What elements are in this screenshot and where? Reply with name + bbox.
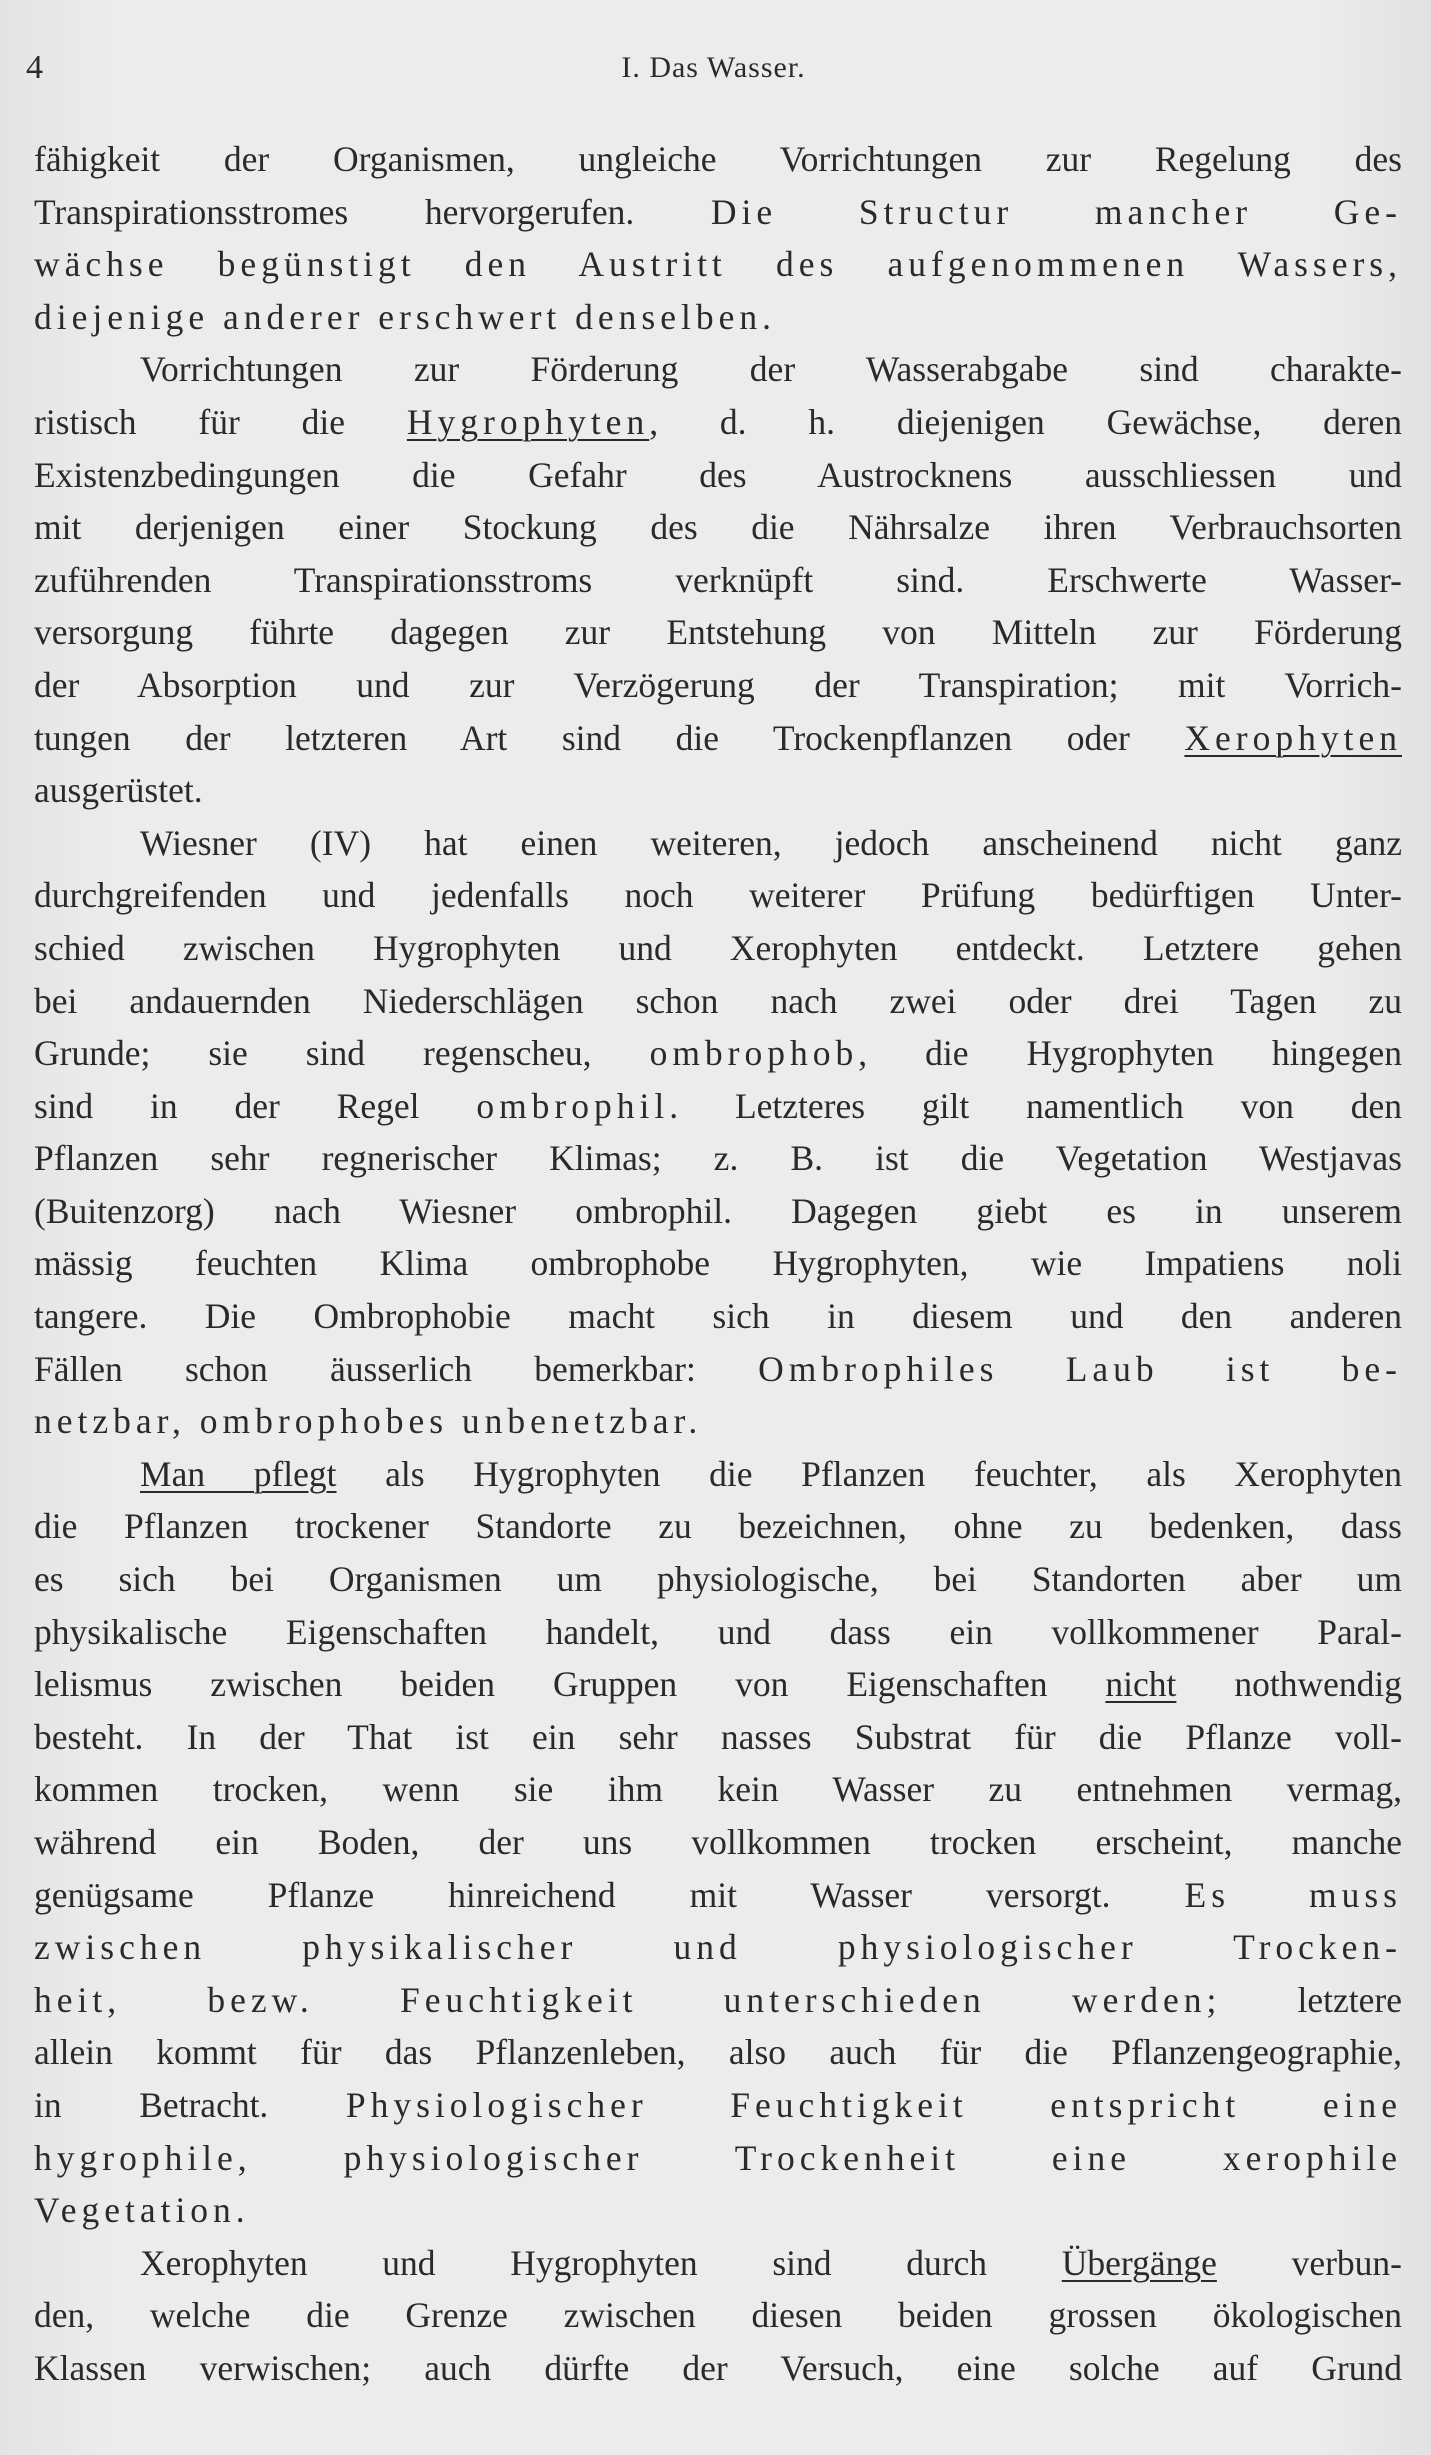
text-line xyxy=(34,659,1402,712)
text-line xyxy=(34,554,1402,607)
page-number: 4 xyxy=(26,49,43,86)
text-line xyxy=(34,1816,1402,1869)
text-line xyxy=(34,764,1402,817)
text-line xyxy=(34,1921,1402,1974)
body-text xyxy=(34,133,1402,2395)
underlined-text: Man pflegt xyxy=(140,1453,337,1494)
text-run: schied zwischen Hygrophyten und Xerophyten entdeckt. Letztere gehen xyxy=(34,927,1402,968)
spaced-text: Physiologischer Feuchtigkeit entspricht eine xyxy=(345,2084,1402,2125)
spaced-text: ombrophil xyxy=(476,1085,670,1126)
text-line xyxy=(34,343,1402,396)
text-run: mässig feuchten Klima ombrophobe Hygrophyten, wie Impatiens noli xyxy=(34,1243,1402,1284)
text-line xyxy=(34,1448,1402,1501)
text-line xyxy=(34,291,1402,344)
text-line xyxy=(34,238,1402,291)
text-line xyxy=(34,2026,1402,2079)
text-run: es sich bei Organismen um physiologische, bei Standorten aber um xyxy=(34,1559,1402,1600)
spaced-text: diejenige anderer erschwert denselben. xyxy=(34,296,776,337)
spaced-text: Es muss xyxy=(1184,1874,1402,1915)
text-run: , d. h. diejenigen Gewächse, deren xyxy=(649,401,1403,442)
text-line xyxy=(34,869,1402,922)
underlined-text: Xerophyten xyxy=(1184,717,1402,758)
text-run: Fällen schon äusserlich bemerkbar: xyxy=(34,1348,759,1389)
text-line xyxy=(34,1080,1402,1133)
text-line xyxy=(34,712,1402,765)
spaced-text: hygrophile, physiologischer Trockenheit eine xerophile xyxy=(34,2137,1402,2178)
text-line xyxy=(34,396,1402,449)
text-line xyxy=(34,1500,1402,1553)
text-run: tungen der letzteren Art sind die Trockenpflanzen oder xyxy=(34,717,1185,758)
text-line xyxy=(34,606,1402,659)
underlined-text: nicht xyxy=(1105,1664,1177,1705)
spaced-text: Die Structur mancher Ge- xyxy=(710,191,1402,232)
spaced-text: heit, bezw. Feuchtigkeit unterschieden werden xyxy=(34,1979,1207,2020)
text-run: versorgung führte dagegen zur Entstehung von Mitteln zur Förderung xyxy=(34,612,1402,653)
text-line xyxy=(34,1027,1402,1080)
text-line xyxy=(34,1290,1402,1343)
text-line xyxy=(34,1343,1402,1396)
text-line xyxy=(34,1711,1402,1764)
text-run: Vorrichtungen zur Förderung der Wasserabgabe sind charakte- xyxy=(140,349,1402,390)
text-run: . Letzteres gilt namentlich von den xyxy=(669,1085,1402,1126)
text-run: tangere. Die Ombrophobie macht sich in diesem und den anderen xyxy=(34,1296,1402,1337)
text-run: Wiesner (IV) hat einen weiteren, jedoch anscheinend nicht ganz xyxy=(140,822,1402,863)
text-run: während ein Boden, der uns vollkommen trocken erscheint, manche xyxy=(34,1822,1402,1862)
text-line xyxy=(34,1132,1402,1185)
text-line xyxy=(34,1553,1402,1606)
text-run: durchgreifenden und jedenfalls noch weiterer Prüfung bedürftigen Unter- xyxy=(34,875,1402,916)
text-run: besteht. In der That ist ein sehr nasses Substrat für die Pflanze voll- xyxy=(34,1716,1402,1757)
text-line xyxy=(34,186,1402,239)
spaced-text: wächse begünstigt den Austritt des aufgenommenen Wassers, xyxy=(34,244,1402,285)
text-run: (Buitenzorg) nach Wiesner ombrophil. Dagegen giebt es in unserem xyxy=(34,1190,1402,1231)
text-run: der Absorption und zur Verzögerung der Transpiration; mit Vorrich- xyxy=(34,664,1402,705)
text-run: ; letztere xyxy=(1206,1979,1402,2020)
text-line xyxy=(34,1185,1402,1238)
text-run: ristisch für die xyxy=(34,401,407,442)
text-run: den, welche die Grenze zwischen diesen beiden grossen ökologischen xyxy=(34,2295,1402,2336)
text-run: Pflanzen sehr regnerischer Klimas; z. B. ist die Vegetation Westjavas xyxy=(34,1138,1402,1179)
text-run: die Pflanzen trockener Standorte zu bezeichnen, ohne zu bedenken, dass xyxy=(34,1506,1402,1547)
text-run: verbun- xyxy=(1216,2242,1402,2283)
text-run: als Hygrophyten die Pflanzen feuchter, als Xerophyten xyxy=(336,1453,1402,1494)
text-line xyxy=(34,1395,1402,1448)
text-line xyxy=(34,1763,1402,1816)
text-run: Klassen verwischen; auch dürfte der Versuch, eine solche auf Grund xyxy=(34,2347,1402,2388)
text-line xyxy=(34,1974,1402,2027)
underlined-text: Hygrophyten xyxy=(406,401,650,442)
text-run: in Betracht. xyxy=(34,2084,346,2125)
spaced-text: ombrophob xyxy=(649,1033,859,1074)
text-line xyxy=(34,975,1402,1028)
text-line xyxy=(34,922,1402,975)
spaced-text: Vegetation. xyxy=(34,2190,250,2231)
spaced-text: netzbar, ombrophobes unbenetzbar. xyxy=(34,1401,703,1442)
text-run: lelismus zwischen beiden Gruppen von Eigenschaften xyxy=(34,1664,1106,1705)
page-header xyxy=(26,48,1401,88)
text-line xyxy=(34,2079,1402,2132)
text-line xyxy=(34,1237,1402,1290)
text-run: allein kommt für das Pflanzenleben, also auch für die Pflanzengeographie, xyxy=(34,2032,1402,2073)
underlined-text: Übergänge xyxy=(1061,2242,1217,2283)
text-line xyxy=(34,2132,1402,2185)
text-line xyxy=(34,2237,1402,2290)
text-line xyxy=(34,2289,1402,2342)
text-run: Existenzbedingungen die Gefahr des Austrocknens ausschliessen und xyxy=(34,454,1402,495)
text-run: , die Hygrophyten hingegen xyxy=(858,1033,1403,1074)
text-run: fähigkeit der Organismen, ungleiche Vorrichtungen zur Regelung des xyxy=(34,139,1402,179)
text-line xyxy=(34,817,1402,870)
text-run: Xerophyten und Hygrophyten sind durch xyxy=(140,2242,1062,2283)
text-run: sind in der Regel xyxy=(34,1085,477,1126)
text-line xyxy=(34,1606,1402,1659)
text-line xyxy=(34,2184,1402,2237)
text-run: genügsame Pflanze hinreichend mit Wasser versorgt. xyxy=(34,1874,1185,1915)
text-line xyxy=(34,2342,1402,2395)
text-run: Transpirationsstromes hervorgerufen. xyxy=(34,191,711,232)
text-line xyxy=(34,1869,1402,1922)
text-line xyxy=(34,133,1402,186)
text-run: ausgerüstet. xyxy=(34,770,203,811)
text-line xyxy=(34,501,1402,554)
text-run: physikalische Eigenschaften handelt, und dass ein vollkommener Paral- xyxy=(34,1611,1402,1652)
text-run: bei andauernden Niederschlägen schon nach zwei oder drei Tagen zu xyxy=(34,980,1402,1021)
text-run: kommen trocken, wenn sie ihm kein Wasser zu entnehmen vermag, xyxy=(34,1769,1402,1810)
text-line xyxy=(34,1658,1402,1711)
text-run: mit derjenigen einer Stockung des die Nährsalze ihren Verbrauchsorten xyxy=(34,507,1402,548)
spaced-text: zwischen physikalischer und physiologischer Trocken- xyxy=(34,1927,1402,1968)
text-run: Grunde; sie sind regenscheu, xyxy=(34,1033,650,1074)
text-run: nothwendig xyxy=(1176,1664,1402,1705)
running-head: I. Das Wasser. xyxy=(621,51,806,84)
spaced-text: Ombrophiles Laub ist be- xyxy=(758,1348,1402,1389)
text-line xyxy=(34,449,1402,502)
text-run: zuführenden Transpirationsstroms verknüpft sind. Erschwerte Wasser- xyxy=(34,559,1402,600)
